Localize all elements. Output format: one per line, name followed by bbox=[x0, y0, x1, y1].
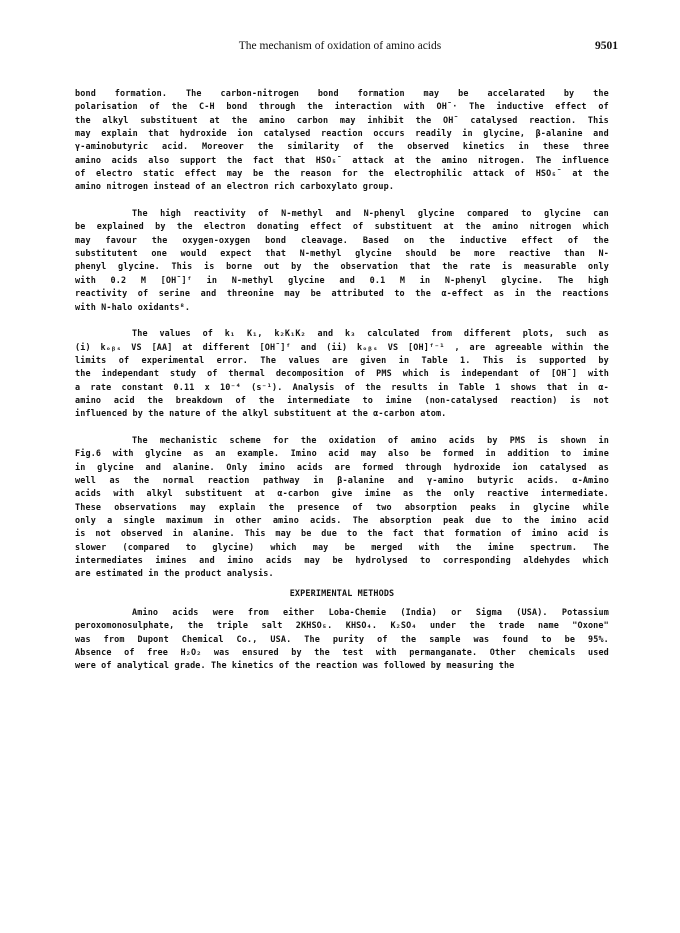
text-line: the independant study of thermal decomposition of PMS which is independant of [OH¯] with bbox=[75, 368, 609, 379]
paragraph-3 bbox=[75, 327, 609, 420]
text-line: substitutent one would expect that N-methyl glycine should be more reactive than N- bbox=[75, 248, 609, 259]
text-line: reactivity of serine and threonine may be attributed to the α-effect as in the reactions bbox=[75, 288, 609, 299]
page-number: 9501 bbox=[595, 40, 618, 52]
text-line: in glycine and alanine. Only imino acids are formed through hydroxide ion catalysed as bbox=[75, 461, 609, 472]
text-line: is not observed in alanine. This may be due to the fact that formation of imino acid is bbox=[75, 528, 609, 539]
text-line: well as the normal reaction pathway in β-alanine and γ-amino butyric acids. α-Amino bbox=[75, 474, 609, 485]
text-line: influenced by the nature of the alkyl substituent at the α-carbon atom. bbox=[75, 408, 447, 419]
text-line: may favour the oxygen-oxygen bond cleavage. Based on the inductive effect of the bbox=[75, 234, 609, 245]
text-line: a rate constant 0.11 x 10⁻⁴ (s⁻¹). Analysis of the results in Table 1 shows that in α- bbox=[75, 381, 609, 392]
text-line: peroxomonosulphate, the triple salt 2KHSO₅. KHSO₄. K₂SO₄ under the trade name "Oxone" bbox=[75, 620, 609, 631]
text-line: amino acids also support the fact that HSO₅¯ attack at the amino nitrogen. The influence bbox=[75, 154, 609, 165]
text-line: bond formation. The carbon-nitrogen bond formation may be accelarated by the bbox=[75, 88, 609, 98]
text-line: were of analytical grade. The kinetics of the reaction was followed by measuring the bbox=[75, 660, 515, 671]
text-line: Fig.6 with glycine as an example. Imino acid may also be formed in addition to imine bbox=[75, 448, 609, 459]
text-line: (i) kₒᵦₛ VS [AA] at different [OH¯]ᶠ and (ii) kₒᵦₛ VS [OH]ᶠ⁻¹ , are agreeable within the bbox=[75, 341, 609, 352]
paragraph-1 bbox=[75, 87, 609, 194]
text-line: These observations may explain the presence of two absorption peaks in glycine while bbox=[75, 501, 609, 512]
text-line: Amino acids were from either Loba-Chemie (India) or Sigma (USA). Potassium bbox=[132, 607, 609, 618]
text-line: are estimated in the product analysis. bbox=[75, 568, 274, 579]
text-line: phenyl glycine. This is borne out by the observation that the rate is measurable only bbox=[75, 261, 609, 272]
text-line: be explained by the electron donating effect of substituent at the amino nitrogen which bbox=[75, 221, 609, 232]
text-line: polarisation of the C-H bond through the interaction with OH¯· The inductive effect of bbox=[75, 101, 609, 112]
text-line: The high reactivity of N-methyl and N-phenyl glycine compared to glycine can bbox=[132, 208, 609, 219]
running-title: The mechanism of oxidation of amino acids bbox=[238, 40, 442, 52]
text-line: acids with alkyl substituent at α-carbon give imine as the only reactive intermediate. bbox=[75, 488, 609, 499]
text-line: Absence of free H₂O₂ was ensured by the test with permanganate. Other chemicals used bbox=[75, 647, 609, 658]
text-line: intermediates imines and imino acids may be hydrolysed to corresponding aldehydes which bbox=[75, 555, 609, 566]
text-line: with 0.2 M [OH¯]ᶠ in N-methyl glycine and 0.1 M in N-phenyl glycine. The high bbox=[75, 274, 609, 285]
text-line: amino acid the breakdown of the intermediate to imine (non-catalysed reaction) is not bbox=[75, 394, 609, 405]
text-line: was from Dupont Chemical Co., USA. The purity of the sample was found to be 95%. bbox=[75, 633, 609, 644]
running-header bbox=[0, 40, 680, 58]
section-heading: EXPERIMENTAL METHODS bbox=[289, 587, 395, 598]
paragraph-4 bbox=[75, 434, 609, 581]
text-line: of electro static effect may be the reason for the electrophilic attack of HSO₅¯ at the bbox=[75, 168, 609, 179]
text-line: may explain that hydroxide ion catalysed reaction occurs readily in glycine, β-alanine and bbox=[75, 128, 609, 139]
paragraph-5 bbox=[75, 606, 609, 673]
text-line: The values of k₁ K₁, k₂K₁K₂ and k₃ calculated from different plots, such as bbox=[132, 328, 609, 339]
text-line: only a single maximum in other amino acids. The absorption peak due to the imino acid bbox=[75, 515, 609, 525]
paragraph-2 bbox=[75, 207, 609, 314]
text-line: The mechanistic scheme for the oxidation of amino acids by PMS is shown in bbox=[132, 434, 609, 445]
text-line: γ-aminobutyric acid. Moreover the similarity of the observed kinetics in these three bbox=[75, 141, 609, 152]
text-line: the alkyl substituent at the amino carbon may inhibit the OH¯ catalysed reaction. This bbox=[75, 114, 609, 125]
text-line: limits of experimental error. The values are given in Table 1. This is supported by bbox=[75, 354, 609, 365]
text-line: with N-halo oxidants⁸. bbox=[75, 301, 191, 312]
text-line: amino nitrogen instead of an electron rich carboxylato group. bbox=[75, 181, 395, 192]
article-body bbox=[75, 87, 609, 673]
text-line: slower (compared to glycine) which may be merged with the imine spectrum. The bbox=[75, 541, 609, 552]
